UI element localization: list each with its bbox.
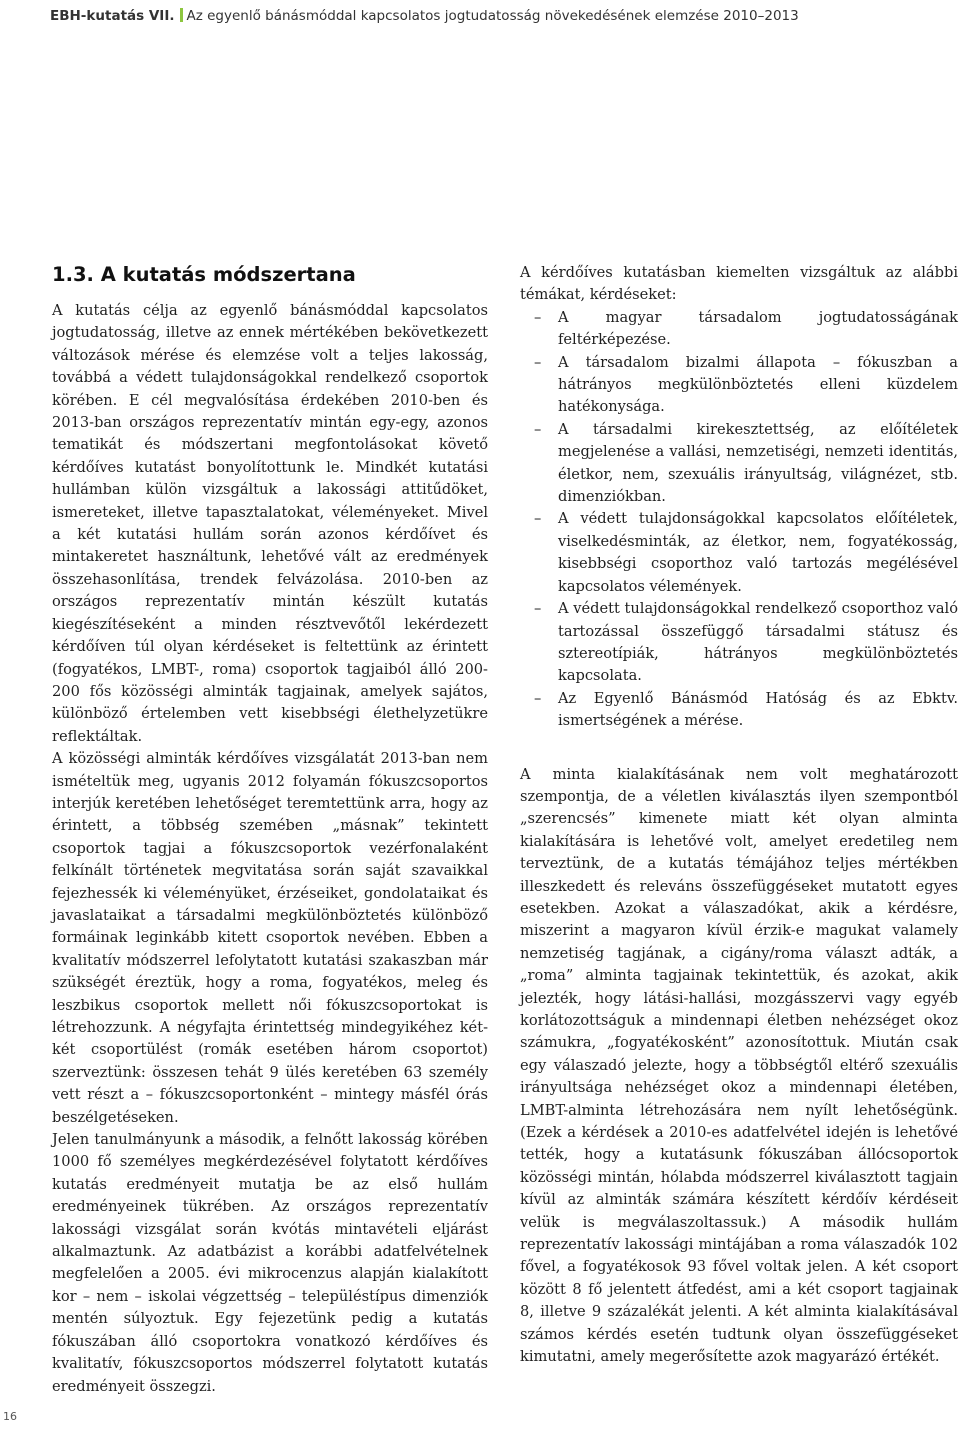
body-paragraph: Jelen tanulmányunk a második, a felnőtt lakosság körében 1000 fő személyes megkérdezésével folytatott kérdőíves kutatás eredményeit mutatja be az első hullám eredményeinek tükrében. Az országos reprezentatív lakossági vizsgálat során kvótás mintavételi eljárást alkalmaztunk. Az adatbázist a korábbi adatfelvételnek megfelelően a 2005. évi mikrocenzus alapján kialakított kor – nem – iskolai végzettség – településtípus dimenziók mentén súlyoztuk. Egy fejezetünk pedig a kutatás fókuszában álló csoportokra vonatkozó kérdőíves és kvalitatív, fókuszcsoportos módszerrel folytatott kutatás eredményeit összegzi.	[52, 1131, 488, 1395]
header-divider	[180, 8, 183, 22]
page-number: 16	[3, 1410, 17, 1423]
running-header	[50, 6, 940, 26]
body-paragraph: A minta kialakításának nem volt meghatározott szempontja, de a véletlen kiválasztás ilyen szempontból „szerencsés” kimenete miatt két olyan alminta kialakítására is lehetővé volt, amelyet eredetileg nem terveztünk, de a kutatás témájához teljes mértékben illeszkedett és releváns összefüggéseket mutatott egyes esetekben. Azokat a válaszadókat, akik a kérdésre, miszerint a magyaron kívül érzik-e magukat valamely nemzetiség tagjának, a cigány/roma választ adták, a „roma” alminta tagjainak tekintettük, és azokat, akik jelezték, hogy látási-hallási, mozgásszervi vagy egyéb korlátozottságuk a mindennapi életben nehézséget okoz számukra, „fogyatékosként” azonosítottuk. Miután csak egy válaszadó jelezte, hogy a többségtől eltérő szexuális irányultsága nehézséget okoz a mindennapi életében, LMBT-alminta létrehozására nem nyílt lehetőségünk. (Ezek a kérdések a 2010-es adatfelvétel idején is lehetővé tették, hogy a kutatásunk fókuszában állócsoportok közösségi mintán, hólabda módszerrel kiválasztott tagjain kívül az alminták számára készített kérdőív kérdéseit velük is megválaszoltassuk.) A második hullám reprezentatív lakossági mintájában a roma válaszadók 102 fővel, a fogyatékosok 93 fővel voltak jelen. A két csoport között 8 fő jelentett átfedést, ami a két csoport tagjainak 8, illetve 9 százalékát jelenti. A két alminta kialakításával számos kérdés esetén tudtunk olyan összefüggéseket kimutatni, amely megerősítette azok magyarázó értékét.	[520, 765, 958, 1366]
list-item: – Az Egyenlő Bánásmód Hatóság és az Ebktv. ismertségének a mérése.	[520, 688, 958, 733]
list-item: – A társadalom bizalmi állapota – fókuszban a hátrányos megkülönböztetés elleni küzdelem hatékonysága.	[520, 352, 958, 419]
list-item: – A védett tulajdonságokkal rendelkező csoporthoz való tartozással összefüggő társadalmi státusz és sztereotípiák, hátrányos megkülönböztetés kapcsolata.	[520, 598, 958, 688]
list-item: – A társadalmi kirekesztettség, az előítéletek megjelenése a vallási, nemzetiségi, nemzeti identitás, életkor, nem, szexuális irányultság, világnézet, stb. dimenziókban.	[520, 419, 958, 509]
topics-list	[520, 307, 958, 733]
left-column	[52, 262, 488, 1398]
topics-intro: A kérdőíves kutatásban kiemelten vizsgáltuk az alábbi témákat, kérdéseket:	[520, 264, 958, 304]
right-column	[520, 262, 958, 1369]
list-item: – A védett tulajdonságokkal kapcsolatos előítéletek, viselkedésminták, az életkor, nem, fogyatékosság, kisebbségi csoporthoz való tartozás megélésével kapcsolatos vélemények.	[520, 508, 958, 598]
body-paragraph: A kutatás célja az egyenlő bánásmóddal kapcsolatos jogtudatosság, illetve az ennek mértékében bekövetkezett változások mérése és elemzése volt a teljes lakosság, továbbá a védett tulajdonságokkal rendelkező csoportok körében. E cél megvalósítása érdekében 2010-ben és 2013-ban országos reprezentatív mintán egy-egy, azonos tematikát és módszertani megfontolásokat követő kérdőíves kutatást bonyolítottunk le. Mindkét kutatási hullámban külön vizsgáltuk a lakossági attitűdöket, ismereteket, illetve tapasztalatokat, véleményeket. Mivel a két kutatási hullám során azonos kérdőívet és mintakeretet használtunk, lehetővé vált az eredmények összehasonlítása, trendek felvázolása. 2010-ben az országos reprezentatív mintán készült kutatás kiegészítéseként a minden résztvevőtől lekérdezett kérdőíven túl olyan kérdéseket is feltettünk az érintett (fogyatékos, LMBT-, roma) csoportok tagjaiból álló 200-200 fős közösségi alminták tagjainak, amelyek sajátos, különböző értelemben vett kisebbségi élethelyzetükre reflektáltak.	[52, 302, 488, 745]
body-paragraph: A közösségi alminták kérdőíves vizsgálatát 2013-ban nem ismételtük meg, ugyanis 2012 folyamán fókuszcsoportos interjúk keretében lehetőséget teremtettünk arra, hogy az érintett, a többség szemében „másnak” tekintett csoportok tagjai a fókuszcsoportok vezérfonalaként felkínált történetek megvitatása során saját szavaikkal fejezhessék ki véleményüket, érzéseiket, gondolataikat és javaslataikat a társadalmi megkülönböztetés különböző formáinak leginkább kitett csoportok nevében. Ebben a kvalitatív módszerrel lefolytatott kutatási szakaszban már szükségét éreztük, hogy a roma, fogyatékos, meleg és leszbikus csoportok mellett női fókuszcsoportokat is létrehozzunk. A négyfajta érintettség mindegyikéhez két-két csoportülést (romák esetében három csoportot) szerveztünk: összesen tehát 9 ülés keretében 63 személy vett részt a – fókuszcsoportonként – mintegy másfél órás beszélgetéseken.	[52, 750, 488, 1126]
section-title: 1.3. A kutatás módszertana	[52, 263, 356, 286]
header-title: Az egyenlő bánásmóddal kapcsolatos jogtudatosság növekedésének elemzése 2010–2013	[186, 8, 799, 24]
list-item: – A magyar társadalom jogtudatosságának feltérképezése.	[520, 307, 958, 352]
header-series: EBH-kutatás VII.	[50, 8, 175, 24]
